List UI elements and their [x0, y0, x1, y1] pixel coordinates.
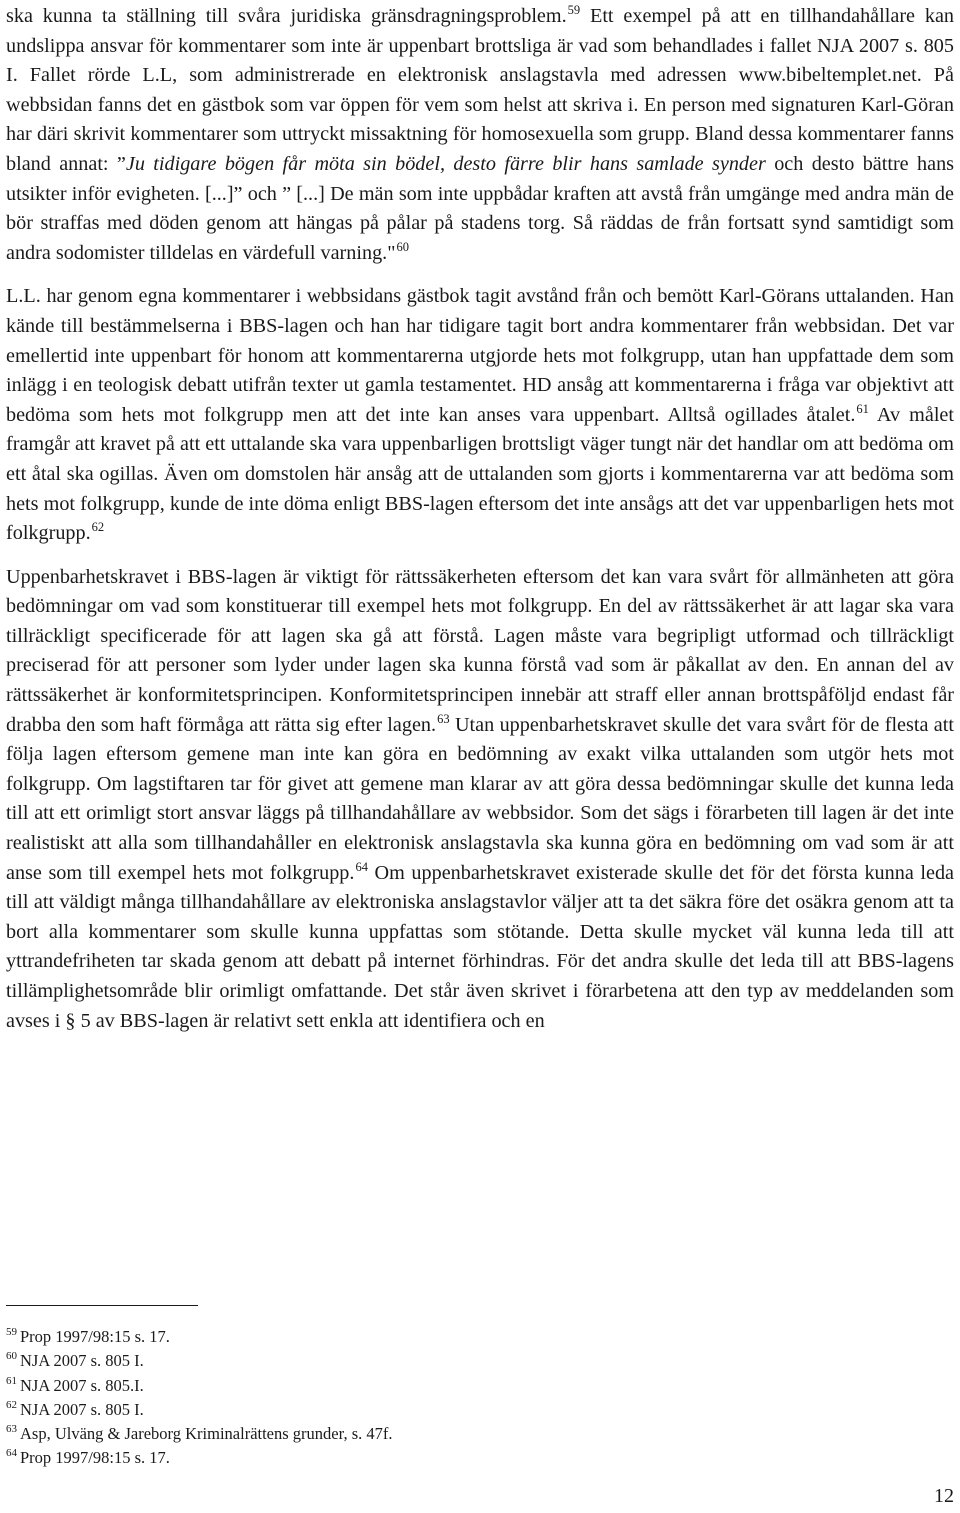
footnote-number: 61	[6, 1374, 17, 1387]
footnote-reference: 61	[856, 401, 869, 416]
paragraph-text: Ett exempel på att en tillhandahållare kan undslippa ansvar för kommentarer som inte är uppenbart brottsliga är vad som behandlades i fallet NJA 2007 s. 805 I. Fallet rörde L.L, som administrerade en elektronisk anslagstavla med adressen www.bibeltemplet.net. På webbsidan fanns det en gästbok som var öppen för vem som helst att skriva i. En person med signaturen Karl-Göran har däri skrivit kommentarer som uttryckt missaktning för homosexuella som grupp. Bland dessa kommentarer fanns bland annat: ”	[6, 5, 954, 175]
footnote-number: 62	[6, 1398, 17, 1411]
paragraph-text: Av målet framgår att kravet på att ett uttalande ska vara uppenbarligen brottsligt väger tungt när det handlar om att bedöma om ett åtal ska ogillas. Även om domstolen här ansåg att de uttalanden som gjorts i kommentarerna var att bedöma som hets mot folkgrupp, kunde de inte döma enligt BBS-lagen eftersom det inte ansågs att det var uppenbarligen hets mot folkgrupp.	[6, 403, 954, 545]
footnote-reference: 63	[437, 711, 450, 726]
paragraph-text: och desto bättre hans utsikter inför evigheten. [...]” och ” [...] De män som inte uppbådar kraften att avstå från umgänge med andra män de bör straffas med döden genom att hängas på pålar på stadens torg. Så räddas de från fortsatt synd samtidigt som andra sodomister tilldelas en värdefull varning."	[6, 152, 955, 264]
footnote	[6, 1325, 954, 1349]
footnote	[6, 1422, 954, 1446]
page-number: 12	[934, 1485, 954, 1507]
paragraph-text: Utan uppenbarhetskravet skulle det vara svårt för de flesta att följa lagen eftersom gemene man inte kan göra en bedömning av exakt vilka uttalanden som utgör hets mot folkgrupp. Om lagstiftaren tar för givet att gemene man klarar av att göra dessa bedömningar skulle det kunna leda till att ett orimligt stort ansvar läggs på tillhandahållare av webbsidor. Som det sägs i förarbeten till lagen är det inte realistiskt att alla som tillhandahåller en elektronisk anslagstavla ska kunna göra en bedömning om vad som är att anse som till exempel hets mot folkgrupp.	[6, 713, 954, 884]
paragraph-text: L.L. har genom egna kommentarer i webbsidans gästbok tagit avstånd från och bemött Karl-Görans uttalanden. Han kände till bestämmelserna i BBS-lagen och han har tidigare tagit bort andra kommentarer från webbsidan. Det var emellertid inte uppenbart för honom att kommentarerna utgjorde hets mot folkgrupp, utan han uppfattade dem som inlägg i en teologisk debatt utifrån texter ut gamla testamentet. HD ansåg att kommentarerna i fråga var objektivt att bedöma som hets mot folkgrupp men att det inte kan anses vara uppenbart. Alltså ogillades åtalet.	[6, 285, 954, 426]
footnote-number: 64	[6, 1447, 17, 1460]
footnote-text: NJA 2007 s. 805 I.	[20, 1351, 144, 1371]
footnote-number: 59	[6, 1326, 17, 1338]
footnote-text: Prop 1997/98:15 s. 17.	[20, 1448, 170, 1468]
italic-quote: Ju tidigare bögen får möta sin bödel, desto färre blir hans samlade synder	[125, 152, 766, 175]
document-page	[6, 0, 954, 1513]
footnote	[6, 1374, 954, 1398]
paragraph	[6, 563, 954, 1037]
footnote-reference: 59	[567, 3, 581, 17]
paragraph-text: ska kunna ta ställning till svåra juridiska gränsdragningsproblem.	[6, 5, 567, 27]
paragraph	[6, 2, 954, 268]
footnote	[6, 1398, 954, 1422]
footnote-text: NJA 2007 s. 805 I.	[20, 1399, 144, 1419]
paragraph-text: Om uppenbarhetskravet existerade skulle det för det första kunna leda till att väldigt många tillhandahållare av elektroniska anslagstavlor väljer att ta det säkra före det osäkra genom att ta bort alla kommentarer som skulle kunna uppfattas som stötande. Detta skulle mycket väl kunna leda till att yttrandefriheten tar skada genom att debatt på internet förhindras. För det andra skulle det leda till att BBS-lagens tillämplighetsområde blir orimligt omfattande. Det står även skrivet i förarbetena att den typ av meddelanden som avses i § 5 av BBS-lagen är relativt sett enkla att identifiera och en	[6, 861, 954, 1032]
footnote-reference: 64	[355, 859, 368, 874]
paragraph	[6, 282, 954, 548]
footnote-text: NJA 2007 s. 805.I.	[20, 1375, 144, 1395]
footnote	[6, 1446, 954, 1470]
footnotes	[6, 1325, 954, 1471]
footnote-text: Prop 1997/98:15 s. 17.	[20, 1327, 170, 1346]
footnote-reference: 62	[91, 520, 105, 535]
paragraph-text: Uppenbarhetskravet i BBS-lagen är viktigt för rättssäkerheten eftersom det kan vara svårt för allmänheten att göra bedömningar om vad som konstituerar till exempel hets mot folkgrupp. En del av rättssäkerhet är att lagar ska vara tillräckligt specificerade för att lagen ska gå att förstå. Lagen måste vara begripligt utformad och tillräckligt preciserad för att personer som lyder under lagen ska kunna förstå vad som är påkallat av den. En annan del av rättssäkerhet är konformitetsprincipen. Konformitetsprincipen innebär att straff eller annan brottspåföljd endast får drabba den som haft förmåga att rätta sig efter lagen.	[6, 565, 954, 736]
footnote-reference: 60	[396, 239, 409, 254]
body-text	[6, 2, 954, 1050]
footnote-number: 60	[6, 1350, 17, 1363]
footnote-text: Asp, Ulväng & Jareborg Kriminalrättens grunder, s. 47f.	[20, 1424, 393, 1444]
footnote	[6, 1349, 954, 1373]
footnote-separator	[6, 1305, 198, 1306]
footnote-number: 63	[6, 1423, 17, 1436]
